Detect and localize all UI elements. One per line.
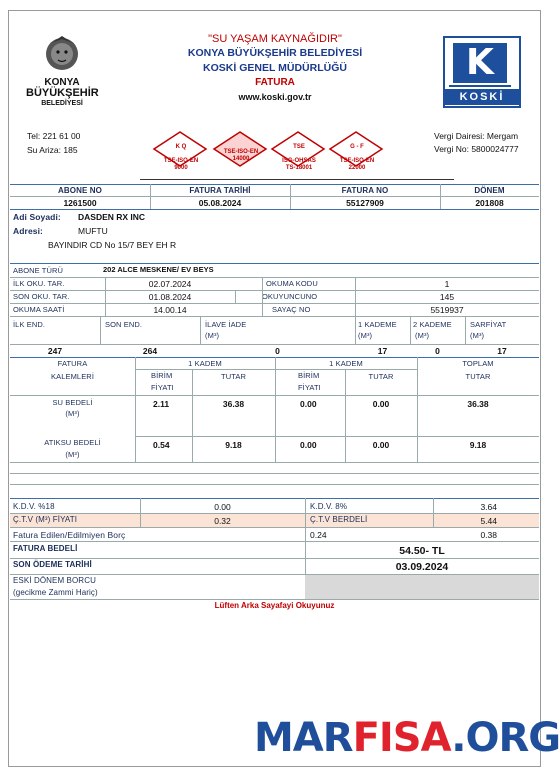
rule-v2 [290, 184, 291, 209]
kdv18-label: K.D.V. %18 [13, 502, 55, 511]
name-label: Adi Soyadi: [13, 212, 61, 222]
koski-k-letter: K [466, 42, 494, 83]
rule-v5 [235, 290, 236, 303]
atiksu-bedeli-label: ATIKSU BEDELİ [44, 438, 101, 447]
vergi-dairesi: Vergi Dairesi: Mergam [434, 131, 519, 141]
rule-h22 [10, 599, 539, 600]
vergi-no: Vergi No: 5800024777 [434, 144, 519, 154]
logo-belediyesi: BELEDİYESİ [41, 100, 83, 107]
konya-logo [26, 34, 98, 106]
rule-h19 [10, 541, 539, 542]
son-oku-tar: 01.08.2024 [148, 292, 192, 302]
su-bedeli-label: SU BEDELİ [52, 398, 93, 407]
rule-h20 [10, 558, 539, 559]
label-abone-no: ABONE NO [58, 186, 102, 195]
son-oku-label: SON OKU. TAR. [13, 292, 70, 301]
badge-4 [332, 137, 382, 179]
rule-h3 [10, 263, 539, 264]
kademe2-unit: (M³) [415, 331, 430, 340]
rounding-1: 0.24 [310, 530, 327, 540]
rule-h4 [10, 277, 539, 278]
atiksu-bedeli-unit: (M³) [65, 450, 80, 459]
rule-h1 [10, 196, 539, 197]
fiyati-2: FİYATI [298, 383, 321, 392]
doc-type: FATURA [255, 77, 295, 88]
rule-v12 [465, 316, 466, 344]
tutar-1: TUTAR [221, 372, 246, 381]
ctv-price: 0.32 [214, 516, 231, 526]
ilave-iade: 0 [275, 346, 280, 356]
koski-wave-icon [449, 85, 511, 87]
badge-1 [156, 137, 206, 179]
label-donem: DÖNEM [474, 186, 505, 195]
badge-4-top: G - F [350, 144, 364, 150]
header-divider [140, 179, 454, 180]
kademe2-label: 2 KADEME [413, 320, 452, 329]
rule-v17 [417, 357, 418, 462]
rounding-label: Fatura Edilen/Edilmiyen Borç [13, 530, 126, 540]
abone-turu-label: ABONE TÜRÜ [13, 266, 64, 275]
label-fatura-no: FATURA NO [341, 186, 389, 195]
kademe1-unit: (M³) [358, 331, 373, 340]
rule-v9 [200, 316, 201, 344]
website[interactable]: www.koski.gov.tr [238, 92, 312, 102]
toplam-tutar: TUTAR [465, 372, 491, 381]
watermark-fisa: FISA [352, 715, 452, 761]
koski-k-mark [453, 43, 507, 83]
abone-no: 1261500 [63, 198, 97, 208]
address-line-2: BAYINDIR CD No 15/7 BEY EH R [48, 240, 177, 250]
sayac-no-label: SAYAÇ NO [272, 305, 311, 314]
atiksu-tutar-2: 0.00 [372, 440, 390, 450]
footer-note: Lüften Arka Sayafayi Okuyunuz [214, 601, 335, 610]
birim-2: BİRİM [298, 371, 320, 380]
kademe-1-head: 1 KADEM [188, 359, 222, 368]
org-name-2: KOSKİ GENEL MÜDÜRLÜĞÜ [203, 62, 347, 74]
logo-buyuksehir: BÜYÜKŞEHİR [26, 87, 99, 99]
col-toplam: TOPLAM [462, 359, 494, 368]
abone-turu: 202 ALCE MESKENE/ EV BEYS [103, 265, 214, 274]
rule-v13 [135, 357, 136, 462]
rule-h5 [10, 290, 539, 291]
su-bedeli-unit: (M³) [65, 409, 80, 418]
tel: Tel: 221 61 00 [27, 131, 81, 141]
son-end-label: SON END. [105, 320, 143, 329]
donem: 201808 [475, 198, 504, 208]
atiksu-birim-1: 0.54 [153, 440, 170, 450]
rule-h8 [10, 344, 539, 345]
rule-h16 [10, 498, 539, 499]
su-tutar-2: 0.00 [372, 399, 390, 409]
son-odeme-label: SON ÖDEME TARİHİ [13, 560, 92, 569]
rule-v10 [355, 316, 356, 344]
rule-v4 [105, 277, 106, 316]
badge-3 [274, 137, 324, 179]
sarfiyat: 17 [497, 346, 507, 356]
fatura-bedeli-label: FATURA BEDELİ [13, 544, 78, 553]
son-end: 264 [142, 346, 158, 356]
rule-top [10, 184, 539, 185]
sayac-no: 5519937 [430, 305, 464, 315]
rule-v16 [345, 369, 346, 462]
badge-3-top: TSE [293, 144, 305, 150]
rounding-2: 0.38 [480, 530, 497, 540]
badge-2 [216, 142, 266, 170]
okuma-kodu-label: OKUMA KODU [266, 279, 318, 288]
rule-h18 [10, 527, 539, 528]
atiksu-tutar-1: 9.18 [225, 440, 242, 450]
rule-v11 [410, 316, 411, 344]
okuma-saati-label: OKUMA SAATİ [13, 305, 65, 314]
koski-logo [443, 36, 521, 108]
rule-h7 [10, 316, 539, 317]
fatura-tarihi: 05.08.2024 [198, 198, 242, 208]
badge-2-bottom: TSE-ISO-EN 14000 [223, 149, 259, 162]
kdv8-label: K.D.V. 8% [310, 502, 348, 511]
badge-1-bottom: TSE-ISO-EN 9000 [163, 158, 199, 171]
rule-v15 [275, 357, 276, 462]
watermark-mar: MAR [254, 715, 353, 761]
ilave-iade-unit: (M³) [205, 331, 220, 340]
kdv18: 0.00 [214, 502, 231, 512]
old-debt-box [305, 575, 539, 599]
su-birim-1: 2.11 [153, 399, 170, 409]
fatura-no: 55127909 [346, 198, 384, 208]
ctv: 5.44 [480, 516, 497, 526]
su-ariza: Su Ariza: 185 [27, 145, 78, 155]
rule-v8 [100, 316, 101, 344]
old-debt-label-1: ESKİ DÖNEM BORCU [13, 576, 96, 585]
rule-v14 [192, 369, 193, 462]
kademe-2-head: 1 KADEM [329, 359, 363, 368]
kademe1-label: 1 KADEME [358, 320, 397, 329]
atiksu-toplam: 9.18 [469, 440, 487, 450]
birim-1: BİRİM [151, 371, 173, 380]
okuma-kodu: 1 [444, 279, 450, 289]
org-name-1: KONYA BÜYÜKŞEHİR BELEDİYESİ [187, 47, 363, 59]
su-birim-2: 0.00 [300, 399, 317, 409]
kademe2: 0 [435, 346, 440, 356]
rule-h15 [10, 484, 539, 485]
rule-v1 [150, 184, 151, 209]
slogan: "SU YAŞAM KAYNAĞIDIR" [208, 33, 342, 45]
kademe1: 17 [377, 346, 388, 356]
col-fatura: FATURA [57, 359, 88, 368]
okuyuncu-no: 145 [439, 292, 455, 302]
badge-4-bottom: TSE-ISO-EN 22000 [339, 158, 375, 171]
rule-v7 [355, 277, 356, 316]
fatura-bedeli: 54.50- TL [399, 545, 445, 557]
ctv-price-label: Ç.T.V (M³) FİYATI [13, 515, 78, 524]
old-debt-label-2: (gecikme Zammi Hariç) [13, 588, 98, 597]
rule-v18 [140, 498, 141, 527]
ilk-end-label: İLK END. [13, 320, 46, 329]
ilave-iade-label: İLAVE İADE [205, 320, 247, 329]
logo-konya: KONYA [44, 77, 80, 88]
tutar-2: TUTAR [368, 372, 394, 381]
atiksu-birim-2: 0.00 [300, 440, 317, 450]
rule-h10 [135, 369, 417, 370]
address-label: Adresi: [13, 226, 43, 236]
sarfiyat-label: SARFİYAT [470, 320, 507, 329]
okuyuncu-label: OKUYUNCUNO [262, 292, 318, 301]
rule-v20 [433, 498, 434, 527]
rule-h12 [135, 436, 539, 437]
koski-text: KOSKİ [445, 89, 519, 105]
address-line-1: MUFTU [78, 226, 108, 236]
watermark-org: .ORG [451, 715, 560, 761]
rule-v3 [440, 184, 441, 209]
ilk-oku-tar: 02.07.2024 [148, 279, 192, 289]
okuma-saati: 14.00.14 [153, 305, 187, 315]
ilk-end: 247 [47, 346, 63, 356]
customer-name: DASDEN RX INC [78, 212, 146, 222]
rule-h6 [10, 303, 539, 304]
label-fatura-tarihi: FATURA TARİHİ [189, 186, 251, 195]
su-tutar-1: 36.38 [222, 399, 245, 409]
col-kalemleri: KALEMLERİ [51, 372, 94, 381]
badge-3-bottom: ISG-OHSAS TS-18001 [282, 158, 316, 171]
ilk-oku-label: İLK OKU. TAR. [13, 279, 65, 288]
marfisa-watermark [254, 715, 560, 761]
fiyati-1: FİYATI [151, 383, 174, 392]
ctv-label: Ç.T.V BERDELİ [310, 515, 368, 524]
rule-h2 [10, 209, 539, 210]
son-odeme-tarihi: 03.09.2024 [395, 561, 449, 573]
rule-v6 [262, 277, 263, 316]
badge-1-top: K Q [175, 144, 187, 150]
sarfiyat-unit: (M³) [470, 331, 485, 340]
rule-h14 [10, 473, 539, 474]
header-block [150, 32, 400, 104]
kdv8: 3.64 [480, 502, 497, 512]
rule-h13 [10, 462, 539, 463]
lion-emblem-icon [26, 34, 98, 72]
su-toplam: 36.38 [467, 399, 489, 409]
